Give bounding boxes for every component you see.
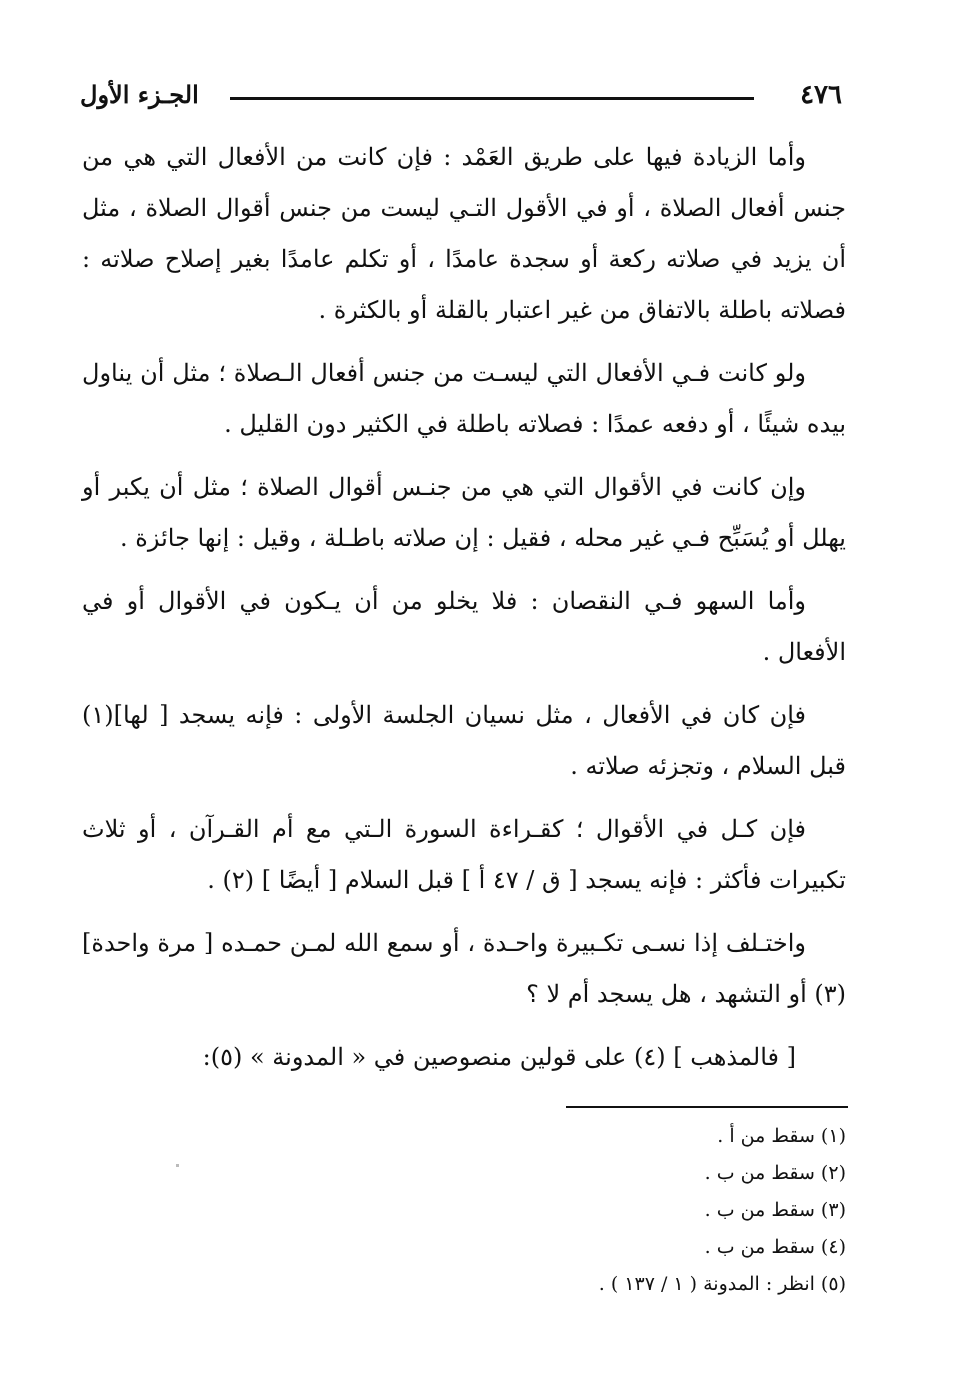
footnotes xyxy=(380,1118,846,1303)
paragraph: وأما السهو فـي النقصان : فلا يخلو من أن يـكون في الأقوال أو في الأفعال . xyxy=(82,587,846,666)
page-header xyxy=(80,78,850,118)
footnote: (٢) سقط من ب . xyxy=(704,1162,846,1184)
page-number: ٤٧٦ xyxy=(800,80,842,110)
main-text xyxy=(82,132,846,1095)
paragraph: واختـلف إذا نسـى تكـبيرة واحـدة ، أو سمع الله لمـن حمـده [ مرة واحدة](٣) أو التشهد ، هل يسجد أم لا ؟ xyxy=(82,929,846,1008)
footnote-rule xyxy=(566,1106,848,1108)
footnote: (٤) سقط من ب . xyxy=(704,1236,846,1258)
header-rule xyxy=(230,97,754,100)
footnote: (٣) سقط من ب . xyxy=(704,1199,846,1221)
paragraph: وإن كانت في الأقوال التي هي من جنـس أقوال الصلاة ؛ مثل أن يكبر أو يهلل أو يُسَبِّح فـي غير محله ، فقيل : إن صلاته باطـلة ، وقيل : إنها جائزة . xyxy=(82,473,846,552)
paragraph: فإن كـل في الأقوال ؛ كقـراءة السورة الـتي مع أم القـرآن ، أو ثلاث تكبيرات فأكثر : فإنه يسجد [ ق / ٤٧ أ ] قبل السلام [ أيضًا ] (٢) . xyxy=(82,815,846,894)
footnote: (٥) انظر : المدونة ( ١ / ١٣٧ ) . xyxy=(598,1273,846,1295)
paragraph: ولو كانت فـي الأفعال التي ليسـت من جنس أفعال الـصلاة ؛ مثل أن يناول بيده شيئًا ، أو دفعه عمدًا : فصلاته باطلة في الكثير دون القليل . xyxy=(82,359,846,438)
footnote: (١) سقط من أ . xyxy=(717,1125,846,1147)
paragraph: [ فالمذهب ] (٤) على قولين منصوصين في « المدونة » (٥): xyxy=(202,1043,796,1071)
paragraph: فإن كان في الأفعال ، مثل نسيان الجلسة الأولى : فإنه يسجد [ لها](١) قبل السلام ، وتجزئه صلاته . xyxy=(82,701,846,780)
scan-speck xyxy=(176,1164,179,1167)
paragraph: وأما الزيادة فيها على طريق العَمْد : فإن كانت من الأفعال التي هي من جنس أفعال الصلاة ، أو في الأقول التـي ليست من جنس أقوال الصلاة ، مثل أن يزيد في صلاته ركعة أو سجدة عامدًا ، أو تكلم عامدًا بغير إصلاح صلاته : فصلاته باطلة بالاتفاق من غير اعتبار بالقلة أو بالكثرة . xyxy=(82,143,846,324)
running-head: الجـزء الأول xyxy=(80,80,199,109)
